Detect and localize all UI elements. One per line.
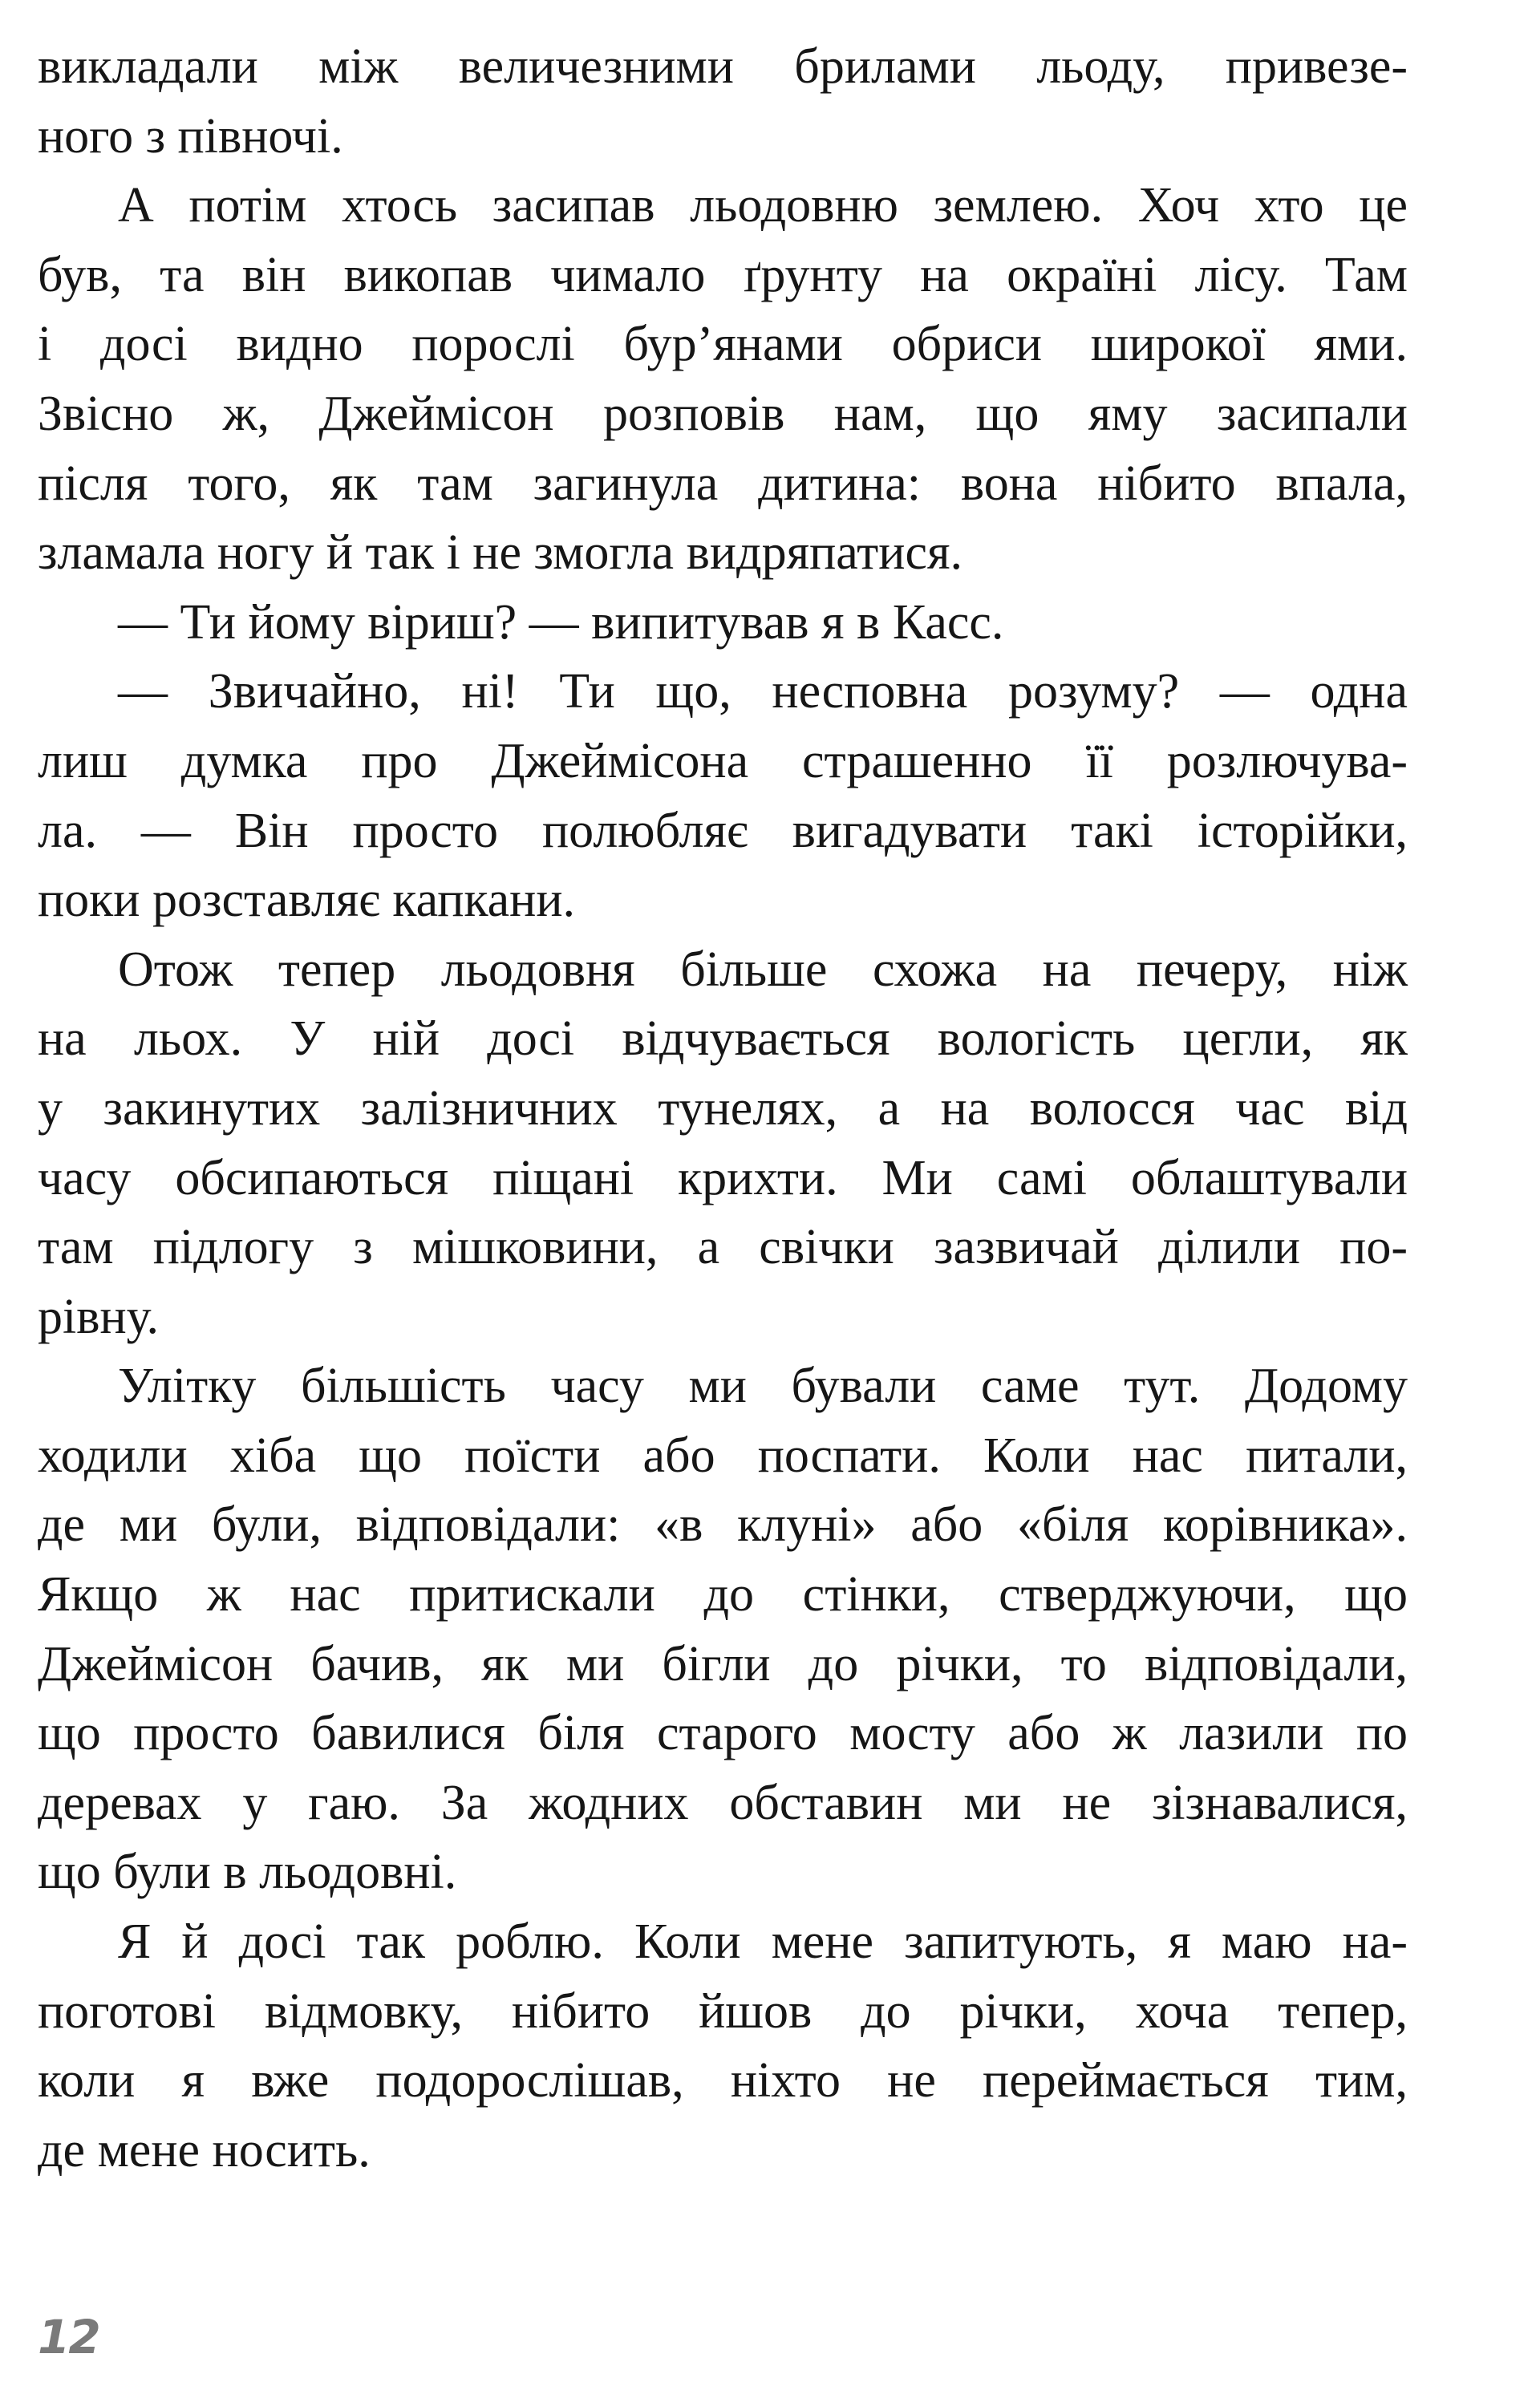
text-line: поготові відмовку, нібито йшов до річки, хоча тепер, [38, 1983, 1408, 2039]
text-line: там підлогу з мішковини, а свічки зазвичай ділили по- [38, 1220, 1408, 1275]
text-line: — Ти йому віриш? — випитував я в Касс. [118, 594, 1004, 650]
text-line: викладали між величезними брилами льоду, привезе- [38, 39, 1408, 94]
text-line: зламала ногу й так і не змогла видряпатися. [38, 525, 962, 581]
text-line: лиш думка про Джеймісона страшенно її розлючува- [38, 733, 1408, 788]
text-line: Якщо ж нас притискали до стінки, стверджуючи, що [38, 1567, 1408, 1622]
page-number: 12 [38, 2310, 99, 2364]
text-line: Улітку більшість часу ми бували саме тут. Додому [118, 1359, 1408, 1414]
text-line: і досі видно порослі бур’янами обриси широкої ями. [38, 317, 1408, 372]
text-line: — Звичайно, ні! Ти що, несповна розуму? — одна [118, 664, 1408, 719]
text-line: Звісно ж, Джеймісон розповів нам, що яму засипали [38, 386, 1408, 441]
text-line: деревах у гаю. За жодних обставин ми не зізнавалися, [38, 1775, 1408, 1830]
text-line: де ми були, відповідали: «в клуні» або «біля корівника». [38, 1497, 1408, 1553]
text-line: Отож тепер льодовня більше схожа на печеру, ніж [118, 942, 1408, 997]
text-line: коли я вже подорослішав, ніхто не переймається тим, [38, 2053, 1408, 2109]
text-line: після того, як там загинула дитина: вона нібито впала, [38, 456, 1408, 511]
paragraph [38, 935, 1408, 1352]
text-line: рівну. [38, 1289, 159, 1344]
text-line: Джеймісон бачив, як ми бігли до річки, то відповідали, [38, 1636, 1408, 1691]
text-line: поки розставляє капкани. [38, 873, 576, 928]
text-line: А потім хтось засипав льодовню землею. Хоч хто це [118, 178, 1408, 233]
text-line: де мене носить. [38, 2122, 371, 2177]
text-line: що просто бавилися біля старого мосту або ж лазили по [38, 1706, 1408, 1761]
paragraph [38, 588, 1408, 658]
text-line: Я й досі так роблю. Коли мене запитують, я маю на- [118, 1914, 1408, 1970]
paragraph [38, 32, 1408, 171]
text-line: на льох. У ній досі відчувається вологість цегли, як [38, 1011, 1408, 1067]
paragraph [38, 171, 1408, 588]
page-body-text [38, 32, 1408, 2185]
text-line: у закинутих залізничних тунелях, а на волосся час від [38, 1080, 1408, 1136]
paragraph [38, 1907, 1408, 2185]
text-line: був, та він викопав чимало ґрунту на окраїні лісу. Там [38, 247, 1408, 302]
text-line: часу обсипаються піщані крихти. Ми самі облаштували [38, 1150, 1408, 1205]
paragraph [38, 1351, 1408, 1907]
paragraph [38, 657, 1408, 934]
text-line: що були в льодовні. [38, 1845, 457, 1900]
text-line: ходили хіба що поїсти або поспати. Коли нас питали, [38, 1428, 1408, 1483]
text-line: ного з півночі. [38, 108, 343, 164]
text-line: ла. — Він просто полюбляє вигадувати такі історійки, [38, 803, 1408, 858]
